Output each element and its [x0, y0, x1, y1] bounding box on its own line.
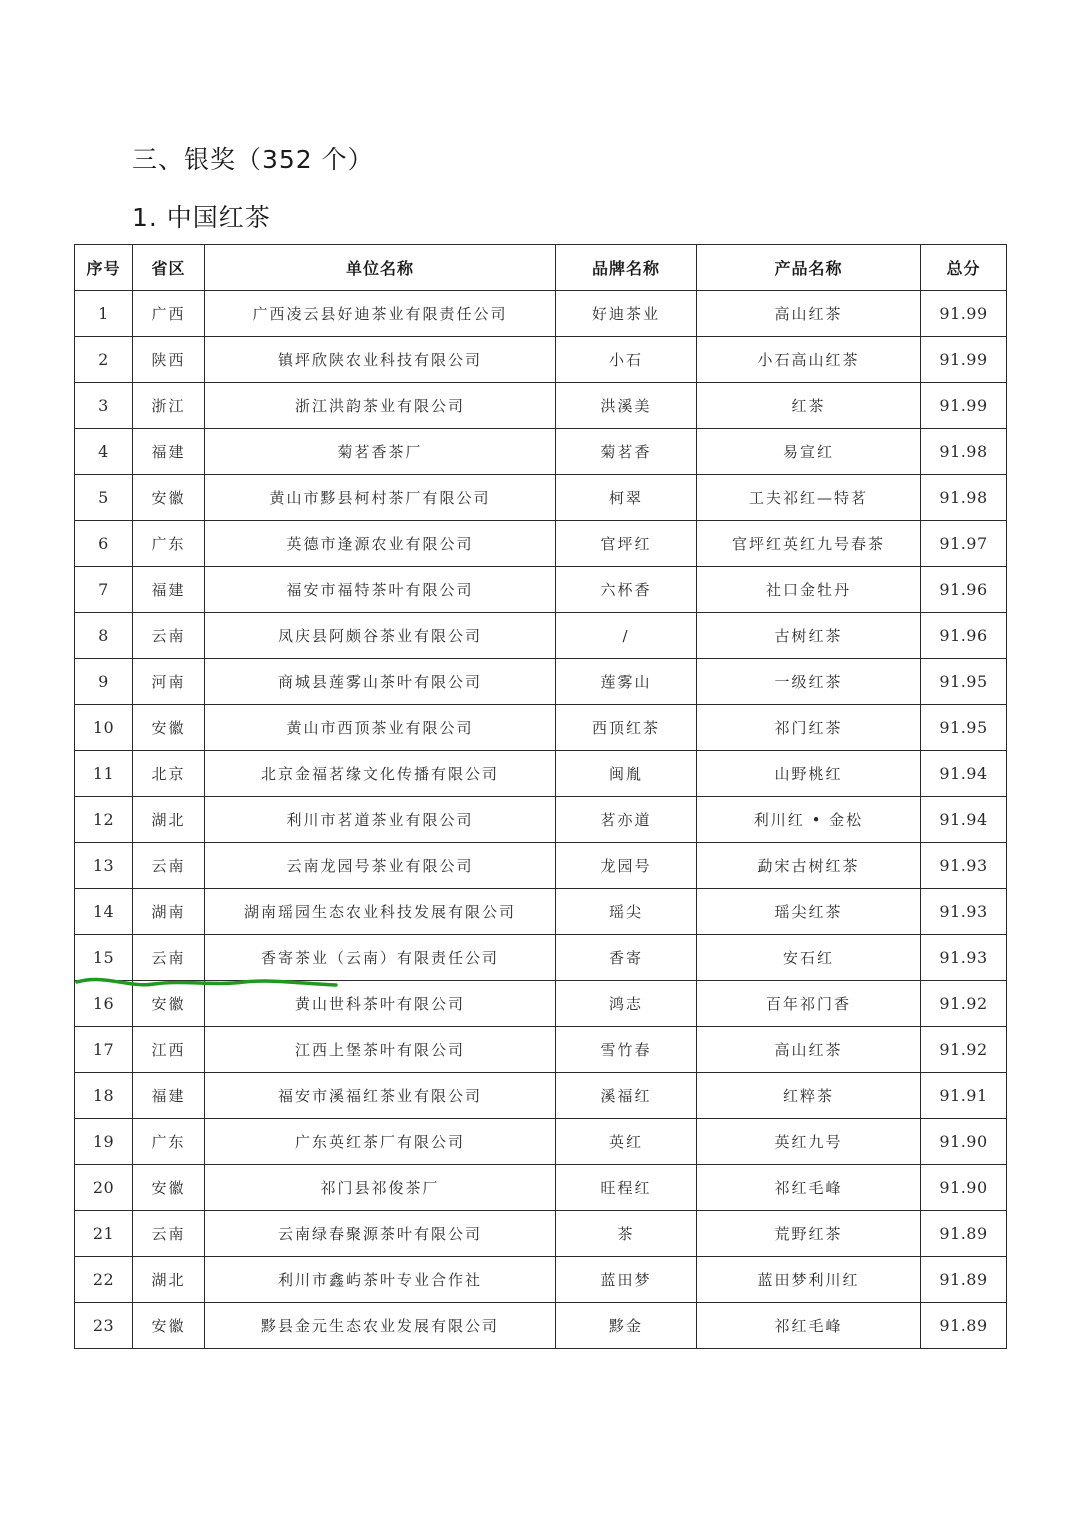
table-row [75, 1073, 1007, 1119]
cell-score: 91.96 [921, 613, 1007, 659]
cell-brand: 菊茗香 [556, 429, 697, 475]
cell-province: 北京 [133, 751, 205, 797]
col-company-header: 单位名称 [205, 245, 556, 291]
cell-index: 7 [75, 567, 133, 613]
cell-company: 菊茗香茶厂 [205, 429, 556, 475]
cell-brand: 柯翠 [556, 475, 697, 521]
col-brand-header: 品牌名称 [556, 245, 697, 291]
cell-score: 91.89 [921, 1211, 1007, 1257]
cell-score: 91.98 [921, 475, 1007, 521]
cell-product: 荒野红茶 [697, 1211, 921, 1257]
cell-product: 祁红毛峰 [697, 1165, 921, 1211]
cell-brand: 蓝田梦 [556, 1257, 697, 1303]
table-row [75, 1027, 1007, 1073]
table-row [75, 659, 1007, 705]
cell-brand: 龙园号 [556, 843, 697, 889]
cell-score: 91.93 [921, 843, 1007, 889]
cell-province: 广东 [133, 521, 205, 567]
table-header-row [75, 245, 1007, 291]
cell-brand: 莲雾山 [556, 659, 697, 705]
cell-company: 利川市茗道茶业有限公司 [205, 797, 556, 843]
cell-product: 蓝田梦利川红 [697, 1257, 921, 1303]
cell-index: 23 [75, 1303, 133, 1349]
cell-product: 红茶 [697, 383, 921, 429]
cell-index: 20 [75, 1165, 133, 1211]
cell-product: 安石红 [697, 935, 921, 981]
cell-score: 91.99 [921, 337, 1007, 383]
cell-score: 91.95 [921, 659, 1007, 705]
table-row [75, 751, 1007, 797]
cell-product: 小石高山红茶 [697, 337, 921, 383]
table-row [75, 1165, 1007, 1211]
cell-company: 香寄茶业（云南）有限责任公司 [205, 935, 556, 981]
cell-product: 百年祁门香 [697, 981, 921, 1027]
table-row [75, 935, 1007, 981]
cell-company: 黄山市黟县柯村茶厂有限公司 [205, 475, 556, 521]
cell-score: 91.92 [921, 1027, 1007, 1073]
sub-title: 1. 中国红茶 [132, 203, 271, 232]
cell-index: 13 [75, 843, 133, 889]
cell-brand: 香寄 [556, 935, 697, 981]
cell-province: 广东 [133, 1119, 205, 1165]
cell-score: 91.91 [921, 1073, 1007, 1119]
cell-index: 22 [75, 1257, 133, 1303]
cell-province: 浙江 [133, 383, 205, 429]
cell-score: 91.92 [921, 981, 1007, 1027]
cell-company: 商城县莲雾山茶叶有限公司 [205, 659, 556, 705]
cell-province: 云南 [133, 843, 205, 889]
cell-index: 14 [75, 889, 133, 935]
cell-index: 21 [75, 1211, 133, 1257]
table-row [75, 1211, 1007, 1257]
cell-province: 安徽 [133, 981, 205, 1027]
cell-score: 91.99 [921, 291, 1007, 337]
cell-province: 安徽 [133, 1165, 205, 1211]
cell-product: 工夫祁红—特茗 [697, 475, 921, 521]
cell-brand: 西顶红茶 [556, 705, 697, 751]
cell-brand: / [556, 613, 697, 659]
cell-brand: 瑶尖 [556, 889, 697, 935]
cell-product: 高山红茶 [697, 1027, 921, 1073]
cell-index: 2 [75, 337, 133, 383]
table-row [75, 475, 1007, 521]
cell-brand: 茗亦道 [556, 797, 697, 843]
cell-company: 黄山世科茶叶有限公司 [205, 981, 556, 1027]
cell-company: 云南龙园号茶业有限公司 [205, 843, 556, 889]
cell-product: 瑶尖红茶 [697, 889, 921, 935]
cell-product: 红粹茶 [697, 1073, 921, 1119]
cell-province: 河南 [133, 659, 205, 705]
cell-index: 9 [75, 659, 133, 705]
cell-brand: 溪福红 [556, 1073, 697, 1119]
col-score-header: 总分 [921, 245, 1007, 291]
cell-product: 祁红毛峰 [697, 1303, 921, 1349]
cell-score: 91.95 [921, 705, 1007, 751]
cell-index: 16 [75, 981, 133, 1027]
table-row [75, 981, 1007, 1027]
cell-brand: 洪溪美 [556, 383, 697, 429]
cell-company: 黟县金元生态农业发展有限公司 [205, 1303, 556, 1349]
cell-province: 安徽 [133, 475, 205, 521]
cell-index: 10 [75, 705, 133, 751]
cell-index: 6 [75, 521, 133, 567]
cell-province: 湖北 [133, 797, 205, 843]
table-row [75, 383, 1007, 429]
cell-score: 91.93 [921, 935, 1007, 981]
cell-company: 广西凌云县好迪茶业有限责任公司 [205, 291, 556, 337]
cell-score: 91.89 [921, 1303, 1007, 1349]
cell-brand: 茶 [556, 1211, 697, 1257]
cell-brand: 闽胤 [556, 751, 697, 797]
cell-province: 广西 [133, 291, 205, 337]
cell-company: 广东英红茶厂有限公司 [205, 1119, 556, 1165]
cell-company: 江西上堡茶叶有限公司 [205, 1027, 556, 1073]
table-row [75, 1257, 1007, 1303]
cell-index: 8 [75, 613, 133, 659]
cell-index: 5 [75, 475, 133, 521]
cell-index: 3 [75, 383, 133, 429]
table-row [75, 797, 1007, 843]
cell-company: 凤庆县阿颇谷茶业有限公司 [205, 613, 556, 659]
cell-company: 祁门县祁俊茶厂 [205, 1165, 556, 1211]
cell-brand: 雪竹春 [556, 1027, 697, 1073]
cell-product: 一级红茶 [697, 659, 921, 705]
cell-product: 古树红茶 [697, 613, 921, 659]
cell-score: 91.90 [921, 1119, 1007, 1165]
cell-product: 英红九号 [697, 1119, 921, 1165]
cell-score: 91.90 [921, 1165, 1007, 1211]
cell-product: 山野桃红 [697, 751, 921, 797]
cell-score: 91.99 [921, 383, 1007, 429]
cell-product: 高山红茶 [697, 291, 921, 337]
cell-province: 安徽 [133, 705, 205, 751]
cell-province: 云南 [133, 935, 205, 981]
cell-index: 18 [75, 1073, 133, 1119]
cell-province: 湖北 [133, 1257, 205, 1303]
cell-company: 利川市鑫屿茶叶专业合作社 [205, 1257, 556, 1303]
cell-brand: 鸿志 [556, 981, 697, 1027]
table-row [75, 1119, 1007, 1165]
cell-company: 北京金福茗缘文化传播有限公司 [205, 751, 556, 797]
table-row [75, 337, 1007, 383]
cell-product: 社口金牡丹 [697, 567, 921, 613]
cell-score: 91.94 [921, 751, 1007, 797]
cell-brand: 小石 [556, 337, 697, 383]
table-row [75, 1303, 1007, 1349]
cell-province: 江西 [133, 1027, 205, 1073]
cell-score: 91.98 [921, 429, 1007, 475]
table-row [75, 705, 1007, 751]
section-title: 三、银奖（352 个） [132, 145, 374, 174]
table-row [75, 843, 1007, 889]
cell-company: 浙江洪韵茶业有限公司 [205, 383, 556, 429]
cell-company: 英德市逢源农业有限公司 [205, 521, 556, 567]
cell-brand: 官坪红 [556, 521, 697, 567]
cell-index: 17 [75, 1027, 133, 1073]
cell-index: 19 [75, 1119, 133, 1165]
cell-product: 勐宋古树红茶 [697, 843, 921, 889]
cell-province: 云南 [133, 613, 205, 659]
cell-province: 福建 [133, 1073, 205, 1119]
cell-company: 福安市溪福红茶业有限公司 [205, 1073, 556, 1119]
table-row [75, 567, 1007, 613]
cell-company: 黄山市西顶茶业有限公司 [205, 705, 556, 751]
table-row [75, 291, 1007, 337]
cell-product: 祁门红茶 [697, 705, 921, 751]
cell-index: 1 [75, 291, 133, 337]
table-row [75, 429, 1007, 475]
col-index-header: 序号 [75, 245, 133, 291]
cell-product: 易宣红 [697, 429, 921, 475]
cell-product: 官坪红英红九号春茶 [697, 521, 921, 567]
cell-company: 镇坪欣陕农业科技有限公司 [205, 337, 556, 383]
cell-province: 湖南 [133, 889, 205, 935]
cell-score: 91.89 [921, 1257, 1007, 1303]
cell-score: 91.94 [921, 797, 1007, 843]
cell-brand: 六杯香 [556, 567, 697, 613]
cell-index: 4 [75, 429, 133, 475]
cell-province: 福建 [133, 429, 205, 475]
cell-brand: 旺程红 [556, 1165, 697, 1211]
cell-province: 陕西 [133, 337, 205, 383]
cell-brand: 黟金 [556, 1303, 697, 1349]
awards-table [74, 244, 1007, 1349]
cell-index: 12 [75, 797, 133, 843]
cell-company: 云南绿春聚源茶叶有限公司 [205, 1211, 556, 1257]
cell-province: 福建 [133, 567, 205, 613]
table-body [75, 291, 1007, 1349]
cell-province: 安徽 [133, 1303, 205, 1349]
cell-company: 福安市福特茶叶有限公司 [205, 567, 556, 613]
cell-score: 91.96 [921, 567, 1007, 613]
col-province-header: 省区 [133, 245, 205, 291]
cell-index: 11 [75, 751, 133, 797]
cell-index: 15 [75, 935, 133, 981]
col-product-header: 产品名称 [697, 245, 921, 291]
cell-province: 云南 [133, 1211, 205, 1257]
table-row [75, 521, 1007, 567]
cell-brand: 英红 [556, 1119, 697, 1165]
cell-brand: 好迪茶业 [556, 291, 697, 337]
table-row [75, 613, 1007, 659]
cell-score: 91.93 [921, 889, 1007, 935]
cell-score: 91.97 [921, 521, 1007, 567]
table-row [75, 889, 1007, 935]
cell-product: 利川红 • 金松 [697, 797, 921, 843]
cell-company: 湖南瑶园生态农业科技发展有限公司 [205, 889, 556, 935]
